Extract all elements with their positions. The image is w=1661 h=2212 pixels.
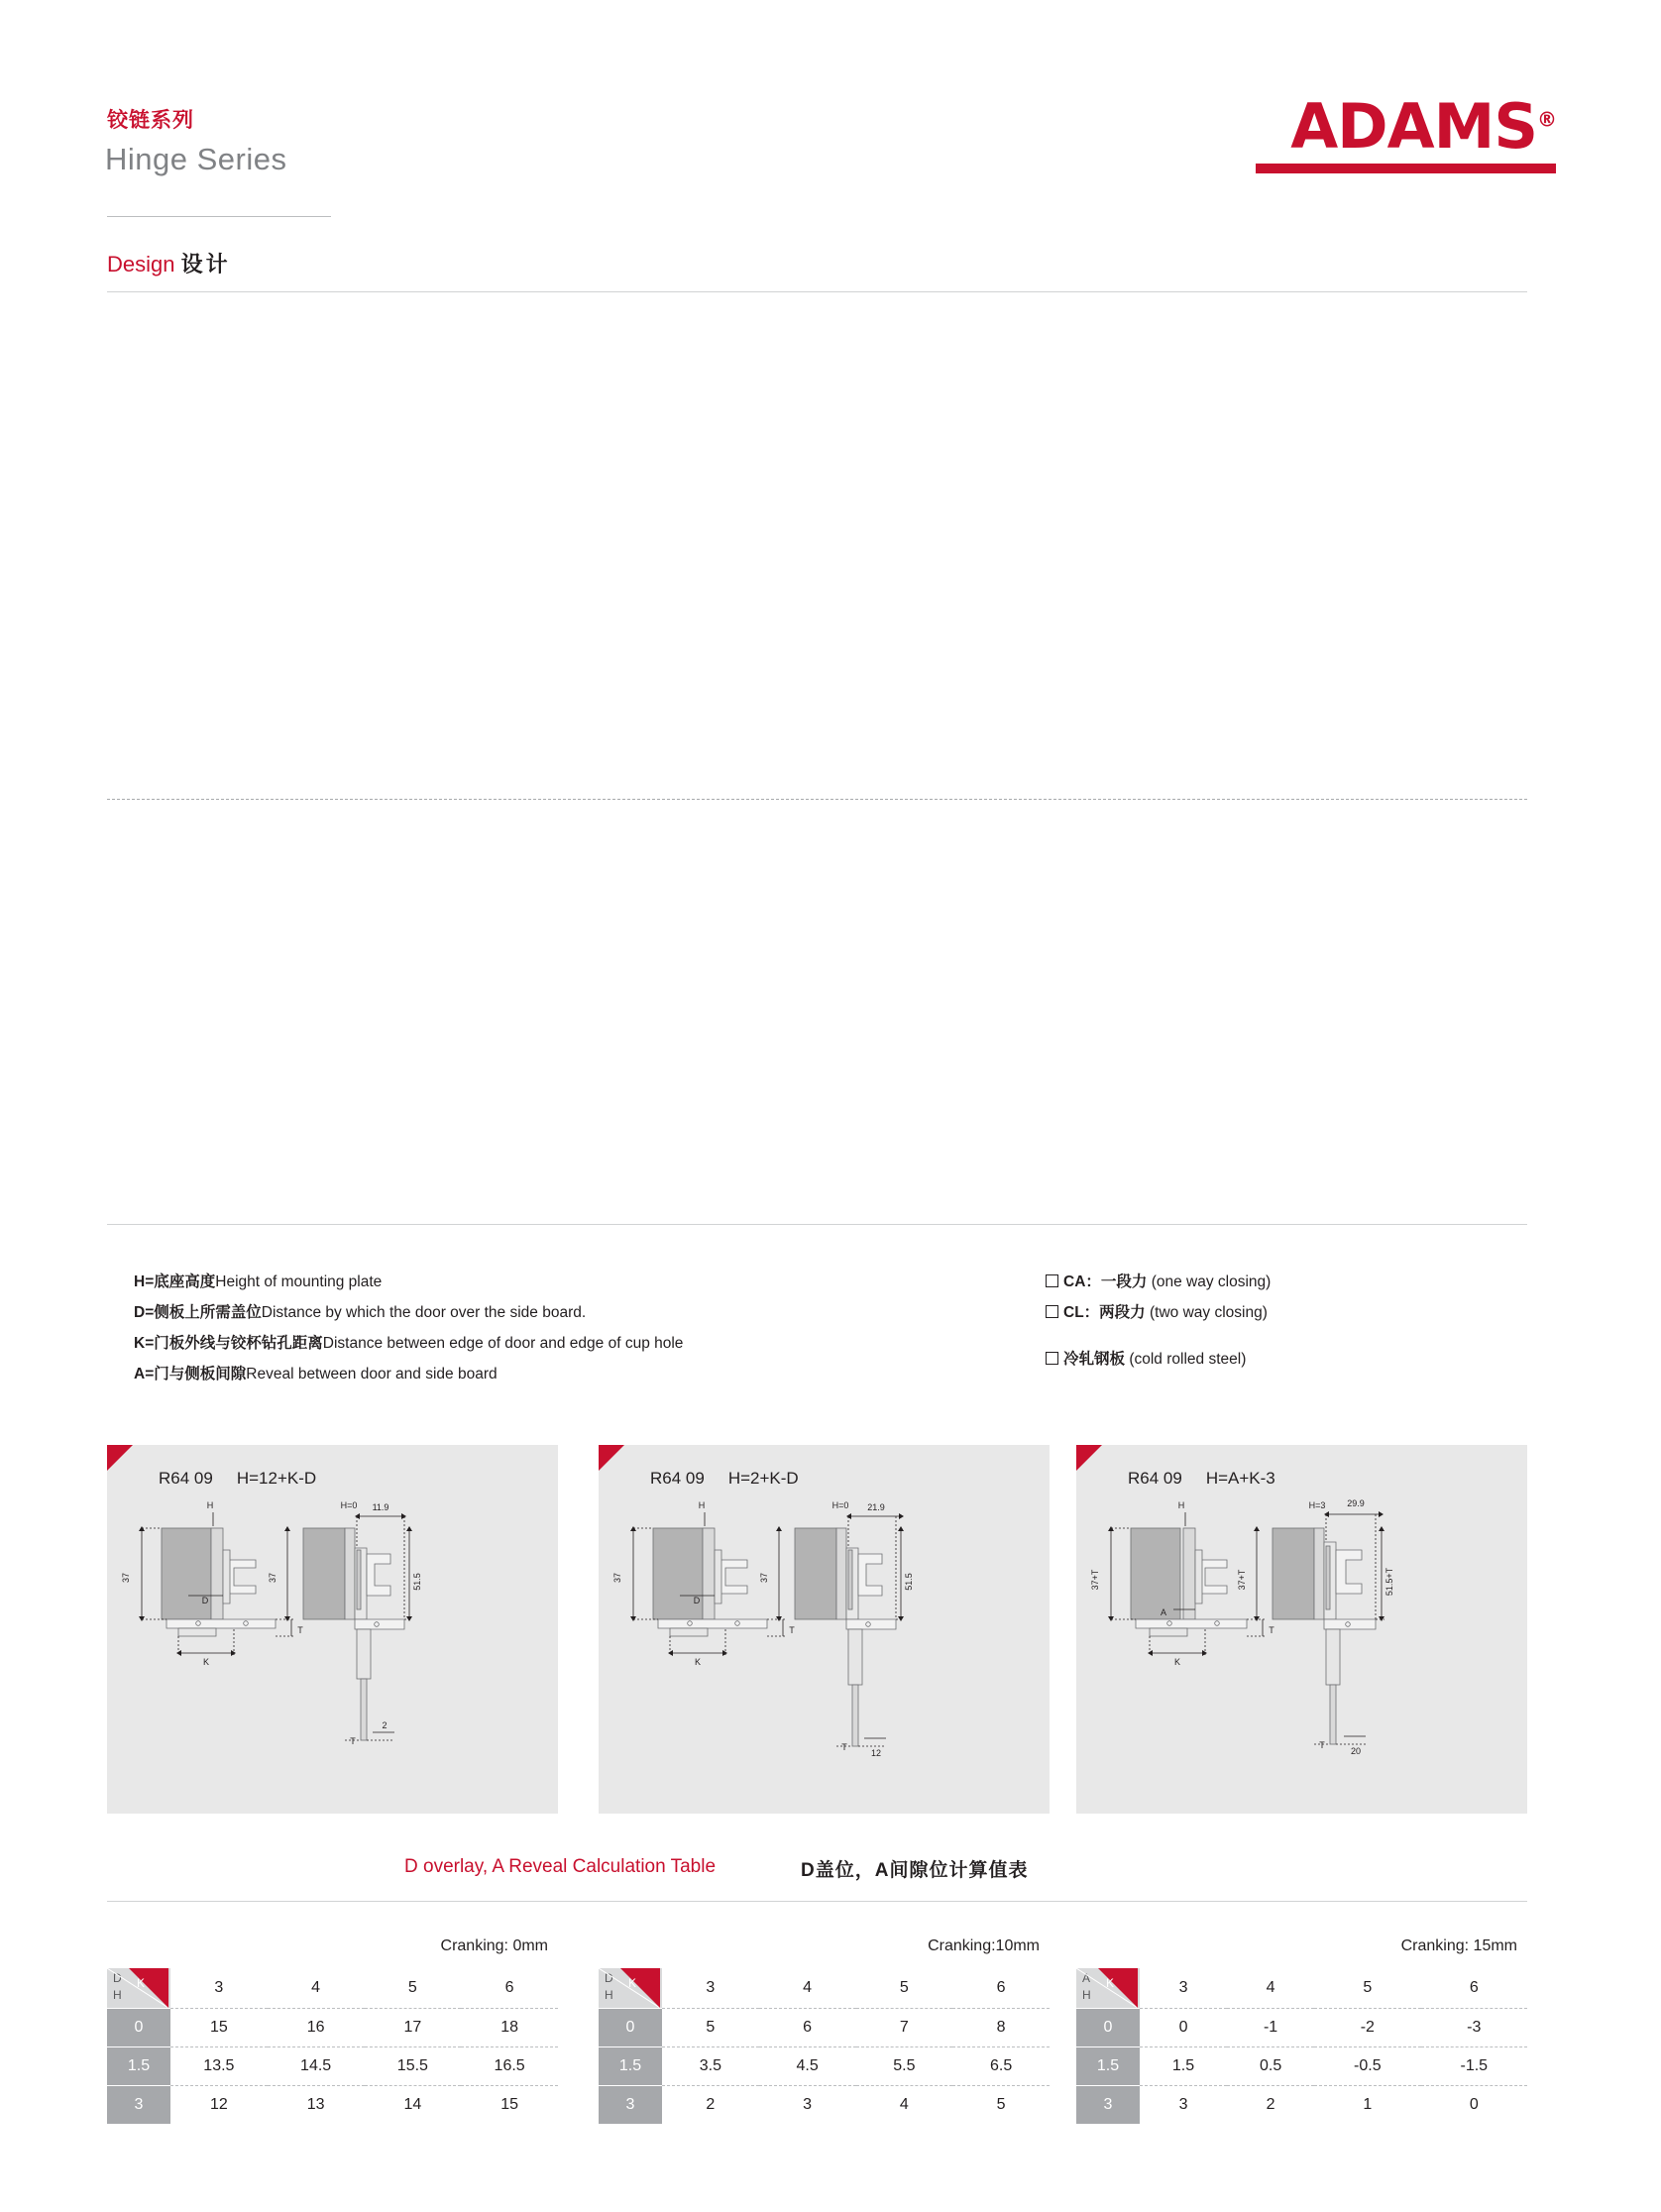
option-cl-cn: 两段力 [1099,1304,1146,1321]
table-corner-header [599,1968,662,2009]
panel-3-model: R64 09 [1128,1469,1182,1488]
cell: 6 [759,2009,856,2047]
svg-text:H=0: H=0 [831,1500,849,1510]
legend-item-k [134,1328,847,1359]
cell: 3 [803,2096,813,2113]
header-divider [107,216,331,217]
panel-2-title [650,1469,799,1489]
row-header: 0 [1076,2009,1140,2047]
panel-2-formula: H=2+K-D [727,1469,799,1488]
cell: 14 [403,2096,422,2113]
cell: 17 [365,2009,462,2047]
table-row [1076,2009,1527,2047]
table-1 [107,1968,558,2124]
legend-cn-a: 门与侧板间隙 [154,1366,247,1382]
legend-key-d: D= [134,1304,155,1321]
section-title-en: Design [107,252,175,276]
cell: -1 [1227,2009,1314,2047]
svg-text:51.5+T: 51.5+T [1384,1567,1394,1597]
cranking-label-1: Cranking: 0mm [440,1937,548,1954]
col-header: 5 [1314,1968,1420,2009]
table-corner-header [1076,1968,1140,2009]
cell: -1.5 [1421,2047,1527,2086]
svg-text:H: H [698,1500,706,1510]
cell: 2 [1266,2096,1275,2113]
corner-marker-icon [1076,1445,1102,1471]
col-header: 6 [461,1968,558,2009]
brand-logo [1290,90,1556,163]
option-cl [1046,1297,1501,1328]
corner-row-label: D [113,1971,122,1985]
table-row [107,2009,558,2047]
legend-item-a [134,1359,847,1389]
svg-text:37: 37 [612,1572,622,1584]
table-row [1076,1968,1527,2009]
logo-text: ADAMS [1290,90,1537,163]
panel-1-title [159,1469,316,1489]
mid-divider [107,1224,1527,1225]
svg-text:D: D [201,1596,209,1605]
legend-en-k: Distance between edge of door and edge of cup hole [322,1335,684,1352]
table-row [107,2047,558,2086]
cell: 4 [899,2096,909,2113]
svg-text:K: K [1173,1657,1181,1667]
legend-cn-d: 侧板上所需盖位 [154,1304,262,1321]
drawing-panel-1 [107,1445,558,1814]
cell: 12 [209,2096,228,2113]
legend-cn-k: 门板外线与铰杯钻孔距离 [154,1335,323,1352]
cell: 1 [1363,2096,1373,2113]
svg-text:K: K [694,1657,702,1667]
checkbox-icon[interactable] [1046,1305,1058,1318]
col-header: 5 [856,1968,953,2009]
cell: 16 [268,2009,365,2047]
legend-cn-h: 底座高度 [154,1273,216,1290]
svg-text:2: 2 [382,1720,388,1730]
legend-en-a: Reveal between door and side board [246,1366,498,1382]
table-row [1076,2086,1527,2125]
calc-table-1 [107,1937,558,2124]
svg-text:T: T [841,1742,847,1752]
cell: 3.5 [662,2047,759,2086]
col-header: 3 [1140,1968,1227,2009]
page-title-cn: 铰链系列 [107,109,194,132]
cell: 3 [1178,2096,1188,2113]
panel-1-formula: H=12+K-D [236,1469,317,1488]
cell: 18 [461,2009,558,2047]
svg-text:H: H [1177,1500,1185,1510]
panel-3-formula: H=A+K-3 [1205,1469,1275,1488]
svg-text:37+T: 37+T [1237,1569,1247,1591]
svg-text:51.5: 51.5 [904,1573,914,1591]
svg-text:A: A [1160,1607,1167,1617]
svg-text:T: T [789,1625,795,1635]
row-header: 1.5 [107,2047,170,2086]
panel-3-drawing [1076,1491,1527,1808]
calc-table-3 [1076,1937,1527,2124]
panel-3-title [1128,1469,1275,1489]
cell: 15.5 [365,2047,462,2086]
table-row [107,2086,558,2125]
corner-row-label2: H [605,1988,613,2002]
col-header: 3 [662,1968,759,2009]
corner-col-label: K [628,1976,637,1990]
svg-text:T: T [297,1625,303,1635]
table-row [599,2047,1050,2086]
legend-key-k: K= [134,1335,155,1352]
col-header: 4 [1227,1968,1314,2009]
row-header: 1.5 [599,2047,662,2086]
svg-text:29.9: 29.9 [1347,1498,1365,1508]
section-title-cn: 设计 [180,252,231,276]
svg-text:20: 20 [1350,1746,1362,1756]
cell: 5 [662,2009,759,2047]
cell: -2 [1314,2009,1420,2047]
cell: 8 [952,2009,1050,2047]
legend-definitions [134,1267,847,1389]
logo-underline-bar [1256,164,1556,173]
svg-text:T: T [1269,1625,1274,1635]
panel-1-model: R64 09 [159,1469,213,1488]
col-header: 3 [170,1968,268,2009]
legend-key-h: H= [134,1273,155,1290]
row-header: 3 [107,2086,170,2125]
col-header: 4 [759,1968,856,2009]
cranking-label-2: Cranking:10mm [928,1937,1040,1954]
svg-text:37+T: 37+T [1090,1569,1100,1591]
option-ca-en: (one way closing) [1151,1273,1272,1290]
col-header: 4 [268,1968,365,2009]
option-material-cn: 冷轧钢板 [1063,1351,1126,1368]
option-cl-en: (two way closing) [1150,1304,1268,1321]
corner-row-label: D [605,1971,613,1985]
cell: 1.5 [1140,2047,1227,2086]
svg-text:H: H [206,1500,214,1510]
drawing-panel-2 [599,1445,1050,1814]
cell: 16.5 [461,2047,558,2086]
legend-en-d: Distance by which the door over the side board. [261,1304,587,1321]
legend-en-h: Height of mounting plate [215,1273,383,1290]
section-title [107,248,231,278]
cell: 0 [1140,2009,1227,2047]
corner-row-label2: H [113,1988,122,2002]
row-header: 0 [107,2009,170,2047]
corner-row-label2: H [1082,1988,1091,2002]
corner-col-label: K [137,1976,146,1990]
option-material-en: (cold rolled steel) [1129,1351,1247,1368]
option-material [1046,1344,1501,1375]
panel-1-drawing [107,1491,558,1808]
cell: 0 [1469,2096,1479,2113]
checkbox-icon[interactable] [1046,1352,1058,1365]
svg-text:D: D [693,1596,701,1605]
svg-text:K: K [202,1657,210,1667]
panel-2-drawing [599,1491,1050,1808]
legend-options [1046,1267,1501,1375]
cell: 2 [706,2096,716,2113]
svg-text:12: 12 [870,1748,882,1758]
cell: -3 [1421,2009,1527,2047]
table-row [107,1968,558,2009]
legend-item-d [134,1297,847,1328]
section-divider [107,291,1527,292]
row-header: 3 [1076,2086,1140,2125]
legend-key-a: A= [134,1366,155,1382]
corner-marker-icon [107,1445,133,1471]
svg-text:T: T [1319,1740,1325,1750]
table-row [599,2086,1050,2125]
table-row [599,2009,1050,2047]
cell: 15 [500,2096,519,2113]
col-header: 6 [1421,1968,1527,2009]
table-row [1076,2047,1527,2086]
panel-2-model: R64 09 [650,1469,705,1488]
cell: 7 [856,2009,953,2047]
cell: 15 [170,2009,268,2047]
table-corner-header [107,1968,170,2009]
col-header: 5 [365,1968,462,2009]
svg-text:H=0: H=0 [340,1500,358,1510]
svg-text:21.9: 21.9 [867,1502,885,1512]
option-ca-cn: 一段力 [1100,1273,1148,1290]
checkbox-icon[interactable] [1046,1274,1058,1287]
cell: 4.5 [759,2047,856,2086]
svg-text:37: 37 [759,1572,769,1584]
cell: 6.5 [952,2047,1050,2086]
svg-text:H=3: H=3 [1308,1500,1326,1510]
logo-registered-mark: ® [1537,107,1556,132]
row-header: 3 [599,2086,662,2125]
table-divider [107,1901,1527,1902]
cranking-label-3: Cranking: 15mm [1400,1937,1517,1954]
svg-text:37: 37 [268,1572,277,1584]
option-ca-code: CA： [1063,1273,1101,1290]
cell: 14.5 [268,2047,365,2086]
cell: -0.5 [1314,2047,1420,2086]
calc-table-2 [599,1937,1050,2124]
row-header: 0 [599,2009,662,2047]
option-cl-code: CL： [1063,1304,1100,1321]
svg-text:51.5: 51.5 [412,1573,422,1591]
corner-row-label: A [1082,1971,1091,1985]
dashed-divider [107,799,1527,800]
calc-table-title-en: D overlay, A Reveal Calculation Table [404,1856,717,1877]
cell: 13.5 [170,2047,268,2086]
cell: 0.5 [1227,2047,1314,2086]
drawing-panel-3 [1076,1445,1527,1814]
svg-text:T: T [350,1736,356,1746]
row-header: 1.5 [1076,2047,1140,2086]
col-header: 6 [952,1968,1050,2009]
calc-table-title-cn: D盖位，A间隙位计算值表 [801,1860,1029,1881]
option-ca [1046,1267,1501,1297]
svg-text:11.9: 11.9 [372,1502,389,1512]
page-title-en: Hinge Series [105,142,287,176]
cell: 5 [996,2096,1006,2113]
corner-marker-icon [599,1445,624,1471]
table-3 [1076,1968,1527,2124]
svg-text:37: 37 [121,1572,131,1584]
cell: 5.5 [856,2047,953,2086]
table-2 [599,1968,1050,2124]
legend-item-h [134,1267,847,1297]
cell: 13 [306,2096,325,2113]
table-row [599,1968,1050,2009]
corner-col-label: K [1106,1976,1115,1990]
